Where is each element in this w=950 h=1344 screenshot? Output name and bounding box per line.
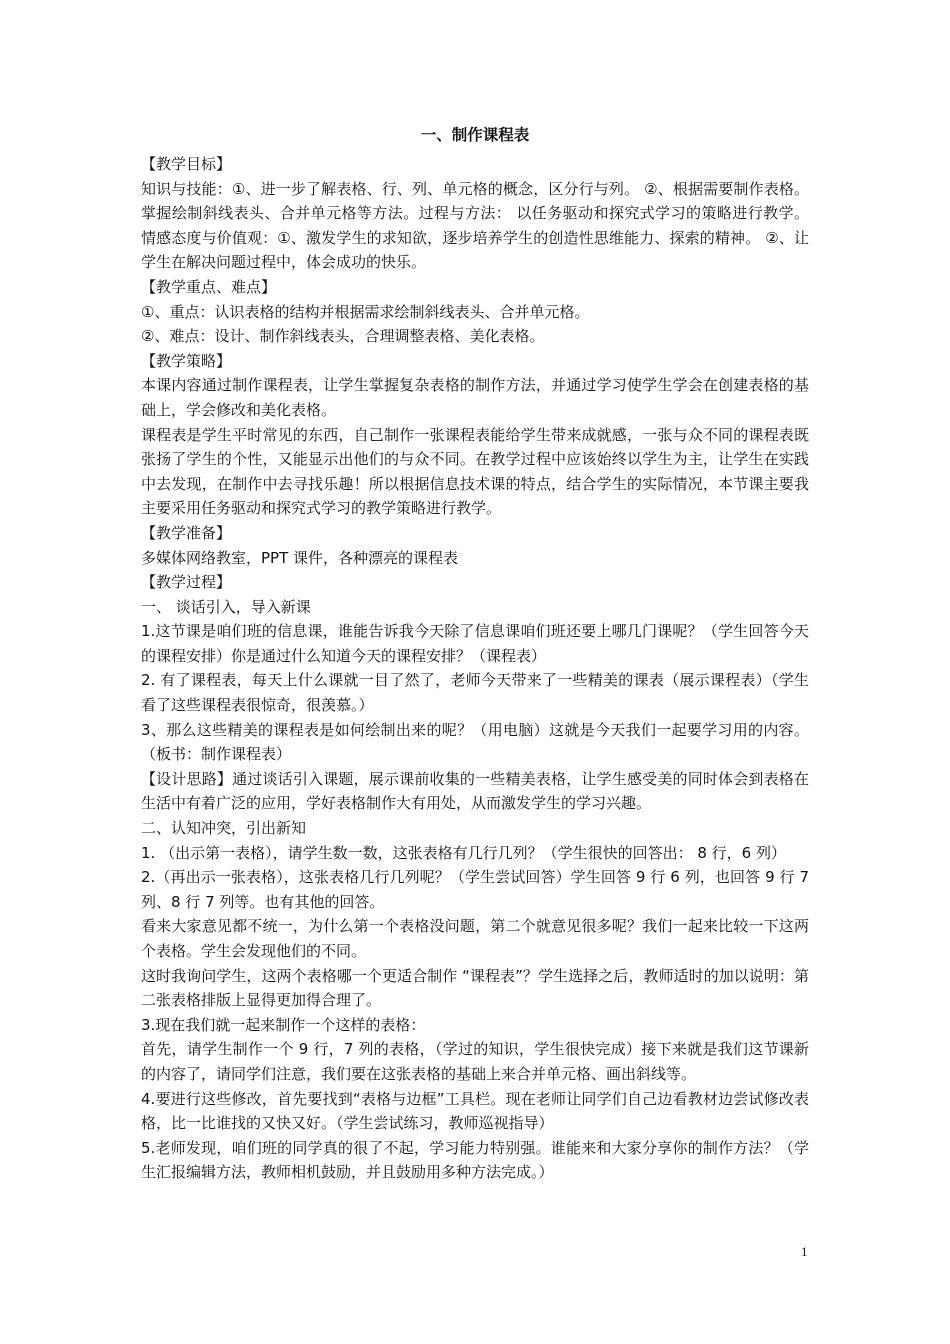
paragraph-step-1-2: 2. 有了课程表，每天上什么课就一目了然了，老师今天带来了一些精美的课表（展示课程表）（学生看了这些课程表很惊奇，很羡慕。） xyxy=(141,671,809,715)
page-number: 1 xyxy=(801,1244,808,1259)
section-heading-2: 二、认知冲突，引出新知 xyxy=(141,819,307,838)
paragraph-step-2-compare: 看来大家意见都不统一，为什么第一个表格没问题，第二个就意见很多呢？我们一起来比较一下这两个表格。学生会发现他们的不同。 xyxy=(141,917,809,960)
heading-key-points: 【教学重点、难点】 xyxy=(141,277,277,296)
paragraph-step-2-5: 5.老师发现，咱们班的同学真的很了不起，学习能力特别强。谁能来和大家分享你的制作方法？（学生汇报编辑方法，教师相机鼓励，并且鼓励用多种方法完成。） xyxy=(141,1138,809,1182)
paragraph-difficulty: ②、难点：设计、制作斜线表头，合理调整表格、美化表格。 xyxy=(141,327,545,346)
paragraph-strategy-1: 本课内容通过制作课程表，让学生掌握复杂表格的制作方法，并通过学习使学生学会在创建表格的基础上，学会修改和美化表格。 xyxy=(141,376,809,419)
heading-teaching-goals: 【教学目标】 xyxy=(141,155,232,173)
paragraph-step-2-2: 2.（再出示一张表格），这张表格几行几列呢？（学生尝试回答）学生回答 9 行 6 列，也回答 9 行 7 列、8 行 7 列等。也有其他的回答。 xyxy=(141,868,809,911)
paragraph-preparation: 多媒体网络教室，PPT 课件，各种漂亮的课程表 xyxy=(141,548,459,567)
document-title: 一、制作课程表 xyxy=(420,126,530,144)
paragraph-step-2-ask: 这时我询问学生，这两个表格哪一个更适合制作 “课程表”？学生选择之后，教师适时的加以说明：第二张表格排版上显得更加得合理了。 xyxy=(141,966,809,1010)
document-body xyxy=(141,122,809,1185)
heading-strategy: 【教学策略】 xyxy=(141,351,232,370)
section-heading-1: 一、 谈话引入，导入新课 xyxy=(141,597,311,616)
paragraph-step-2-4: 4.要进行这些修改，首先要找到“表格与边框”工具栏。现在老师让同学们自己边看教材边尝试修改表格，比一比谁找的又快又好。（学生尝试练习，教师巡视指导） xyxy=(141,1089,809,1133)
paragraph-step-1-3: 3、那么这些精美的课程表是如何绘制出来的呢？（用电脑）这就是今天我们一起要学习用的内容。（板书：制作课程表） xyxy=(141,720,809,764)
paragraph-step-1-1: 1.这节课是咱们班的信息课，谁能告诉我今天除了信息课咱们班还要上哪几门课呢？（学生回答今天的课程安排）你是通过什么知道今天的课程安排？（课程表） xyxy=(141,622,809,665)
heading-preparation: 【教学准备】 xyxy=(141,523,232,542)
paragraph-step-2-first: 首先，请学生制作一个 9 行，7 列的表格，（学过的知识，学生很快完成）接下来就是我们这节课新的内容了，请同学们注意，我们要在这张表格的基础上来合并单元格、画出斜线等。 xyxy=(141,1040,809,1083)
paragraph-step-2-3: 3.现在我们就一起来制作一个这样的表格： xyxy=(141,1015,426,1034)
heading-process: 【教学过程】 xyxy=(141,573,232,592)
paragraph-step-2-1: 1. （出示第一表格），请学生数一数，这张表格有几行几列？（学生很快的回答出： 8 行，6 列） xyxy=(141,843,786,862)
paragraph-design-idea: 【设计思路】通过谈话引入课题，展示课前收集的一些精美表格，让学生感受美的同时体会到表格在生活中有着广泛的应用，学好表格制作大有用处，从而激发学生的学习兴趣。 xyxy=(141,769,809,813)
paragraph-strategy-2: 课程表是学生平时常见的东西，自己制作一张课程表能给学生带来成就感，一张与众不同的课程表既张扬了学生的个性，又能显示出他们的与众不同。在教学过程中应该始终以学生为主，让学生在实践中去发现，在制作中去寻找乐趣！所以根据信息技术课的特点，结合学生的实际情况，本节课主要我主要采用任务驱动和探究式学习的教学策略进行教学。 xyxy=(141,425,809,518)
paragraph-goals: 知识与技能：①、进一步了解表格、行、列、单元格的概念，区分行与列。 ②、根据需要制作表格。掌握绘制斜线表头、合并单元格等方法。过程与方法： 以任务驱动和探究式学习的策略进行教学。 情感态度与价值观：①、激发学生的求知欲，逐步培养学生的创造性思维能力、探索的精神。 ②、让学生在解决问题过程中，体会成功的快乐。 xyxy=(141,179,809,272)
paragraph-key-point: ①、重点：认识表格的结构并根据需求绘制斜线表头、合并单元格。 xyxy=(141,302,590,321)
